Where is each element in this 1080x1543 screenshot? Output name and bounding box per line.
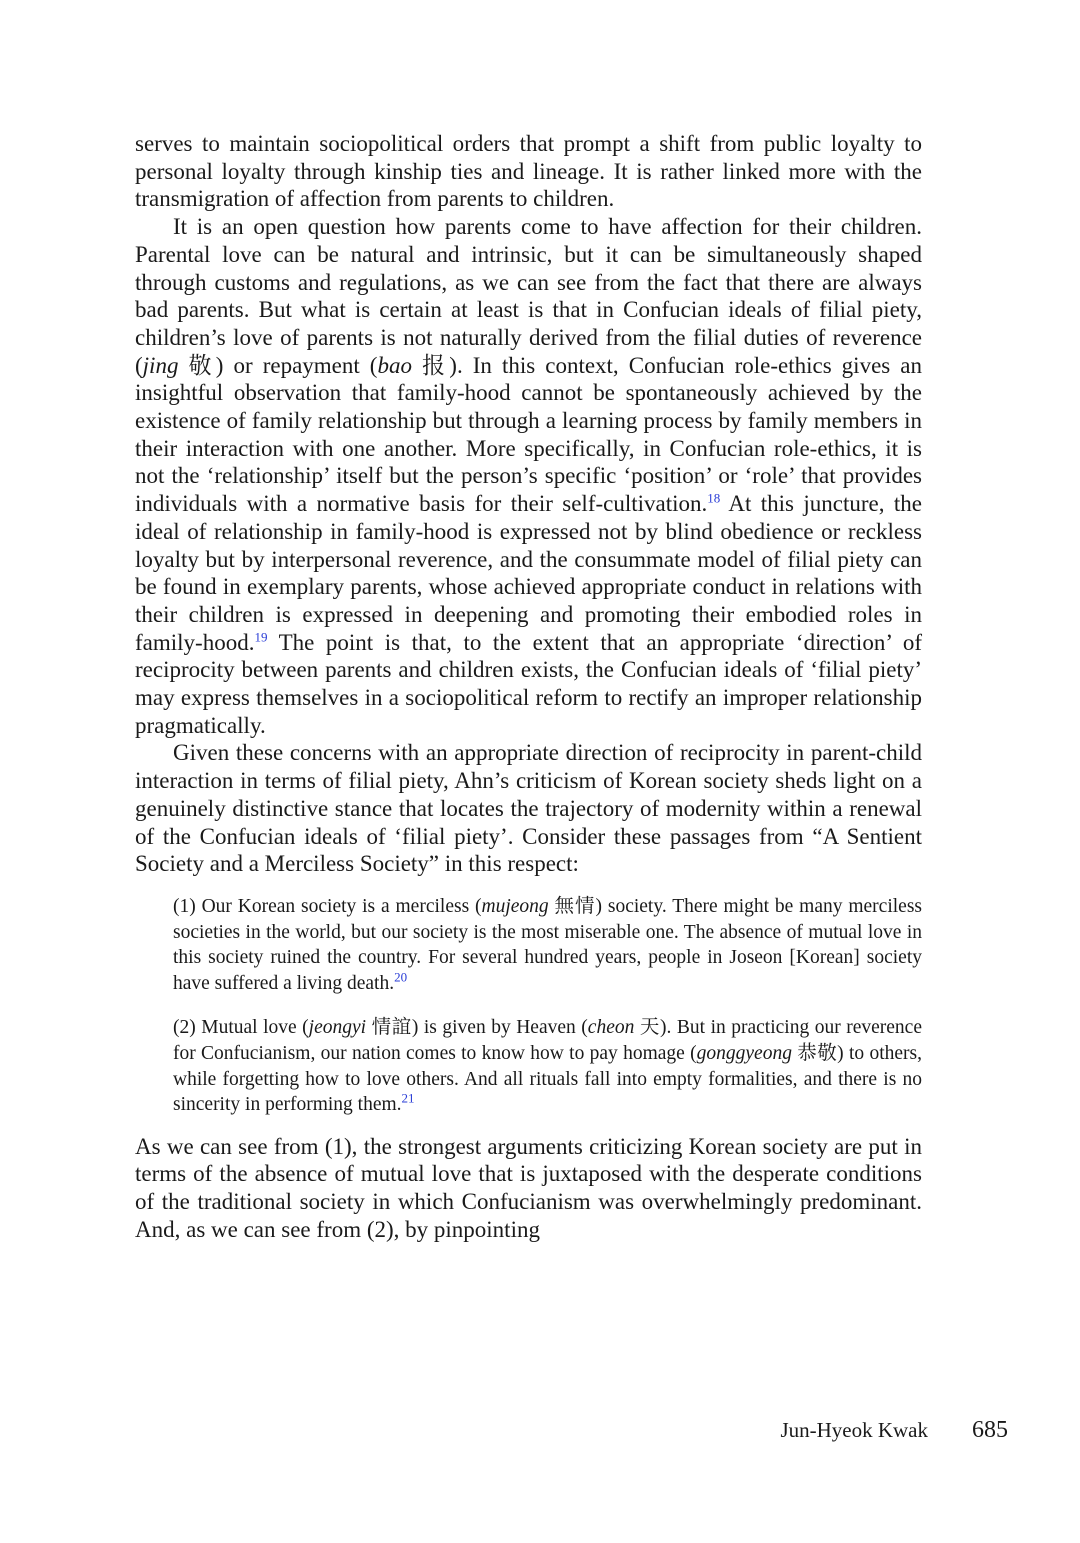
quote-text: 無情) society. There might be many merciless societies in the world, but our society is the most miserable one. The absence of mutual love in this society ruined the country. For several hundred years, people in Joseon [Korean] society have suffered a living death.: [173, 895, 922, 994]
paragraph-text: 敬) or repayment (: [178, 352, 378, 378]
main-text: [135, 130, 922, 1244]
quote-text: 天). But in practicing our reverence for Confucianism, our nation comes to know how to pay homage (: [173, 1017, 922, 1064]
paragraph-text: Given these concerns with an appropriate direction of reciprocity in parent-child interaction in terms of filial piety, Ahn’s criticism of Korean society sheds light on a genuinely distinctive stance that locates the trajectory of modernity within a renewal of the Confucian ideals of ‘filial piety’. Consider these passages from “A Sentient Society and a Merciless Society” in this respect:: [135, 740, 922, 877]
term-bao: bao: [377, 352, 412, 378]
term-gonggyeong: gonggyeong: [696, 1042, 792, 1064]
term-jing: jing: [142, 352, 179, 378]
paragraph-text: 报). In this context, Confucian role-ethics gives an insightful observation that family-hood cannot be spontaneously achieved by the existence of family relationship but through a learning process by family members in their interaction with one another. More specifically, in Confucian role-ethics, it is not the ‘relationship’ itself but the person’s specific ‘position’ or ‘role’ that provides individuals with a normative basis for their self-cultivation.: [135, 352, 922, 517]
block-quote-2: [173, 1015, 922, 1117]
footnote-ref-20[interactable]: 20: [394, 969, 408, 985]
quote-text: (1) Our Korean society is a merciless (: [173, 895, 482, 917]
running-author: Jun-Hyeok Kwak: [780, 1418, 928, 1442]
paragraph-closing: [135, 1133, 922, 1244]
footnote-ref-19[interactable]: 19: [254, 629, 268, 644]
quote-text: 恭敬) to others, while forgetting how to love others. And all rituals fall into empty formalities, and there is no sincerity in performing them.: [173, 1042, 922, 1116]
footnote-ref-18[interactable]: 18: [707, 490, 721, 506]
block-quote-1: [173, 894, 922, 996]
paragraph-text: As we can see from (1), the strongest arguments criticizing Korean society are put in terms of the absence of mutual love that is juxtaposed with the desperate conditions of the traditional society in which Confucianism was overwhelmingly predominant. And, as we can see from (2), by pinpointing: [135, 1133, 922, 1242]
paragraph-text: The point is that, to the extent that an appropriate ‘direction’ of reciprocity between parents and children exists, the Confucian ideals of ‘filial piety’ may express themselves in a sociopolitical reform to rectify an improper relationship pragmatically.: [135, 629, 922, 738]
page-number: 685: [972, 1417, 1008, 1443]
footnote-ref-21[interactable]: 21: [401, 1090, 415, 1106]
term-mujeong: mujeong: [481, 895, 549, 917]
paragraph-parental-love: [135, 213, 922, 739]
paragraph-text: At this juncture, the ideal of relationship in family-hood is expressed not by blind obedience or reckless loyalty but by interpersonal reverence, and the consummate model of filial piety can be found in exemplary parents, whose achieved appropriate conduct in relations with their children is expressed in deepening and promoting their embodied roles in family-hood.: [135, 491, 922, 655]
page-footer: [780, 1417, 1008, 1444]
paragraph-text: It is an open question how parents come to have affection for their children. Parental love can be natural and intrinsic, but it can be simultaneously shaped through customs and regulations, as we can see from the fact that there are always bad parents. But what is certain at least is that in Confucian ideals of filial piety, children’s love of parents is not naturally derived from the filial duties of reverence (: [135, 214, 922, 378]
quote-text: 情誼) is given by Heaven (: [366, 1017, 588, 1039]
paragraph-continuation: [135, 130, 922, 213]
quote-text: (2) Mutual love (: [173, 1017, 309, 1039]
paragraph-ahn-criticism: [135, 739, 922, 878]
paragraph-text: serves to maintain sociopolitical orders that prompt a shift from public loyalty to personal loyalty through kinship ties and lineage. It is rather linked more with the transmigration of affection from parents to children.: [135, 131, 922, 212]
term-cheon: cheon: [587, 1017, 635, 1039]
term-jeongyi: jeongyi: [308, 1017, 367, 1039]
